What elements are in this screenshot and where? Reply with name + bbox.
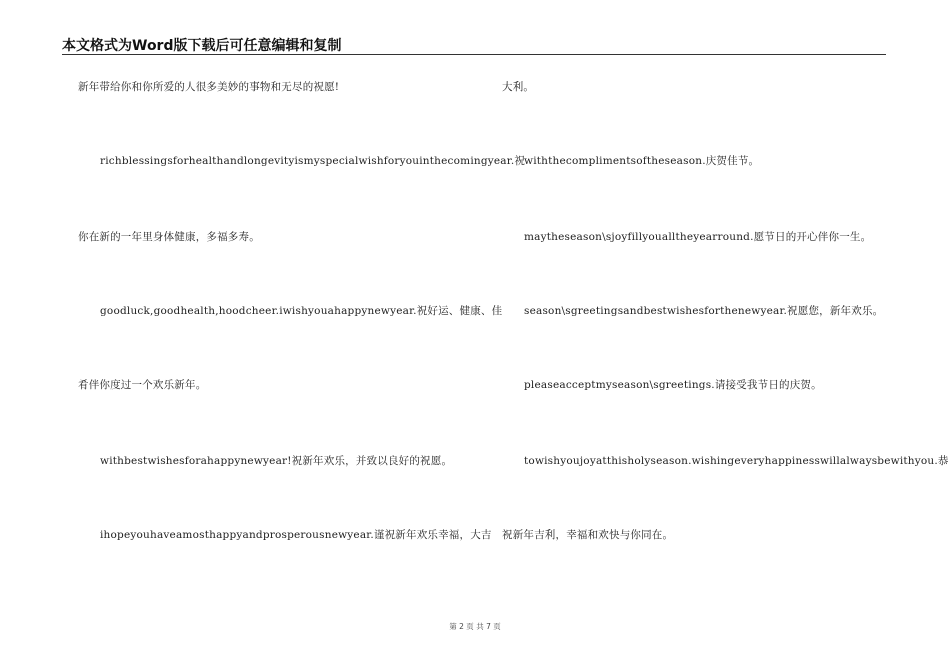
text-line: ihopeyouhaveamosthappyandprosperousnewyear.谨祝新年欢乐幸福，大吉 (100, 529, 492, 541)
text-line: maytheseason\sjoyfillyoualltheyearround.愿节日的开心伴你一生。 (524, 231, 872, 243)
text-line: 祝新年吉利，幸福和欢快与你同在。 (502, 529, 674, 541)
right-column (480, 0, 950, 672)
text-line: 大利。 (502, 81, 535, 93)
text-line: withthecomplimentsoftheseason.庆贺佳节。 (524, 155, 760, 167)
text-line: 你在新的一年里身体健康，多福多寿。 (78, 231, 260, 243)
text-line: pleaseacceptmyseason\sgreetings.请接受我节日的庆贺。 (524, 379, 822, 391)
text-line: richblessingsforhealthandlongevityismyspecialwishforyouinthecomingyear.祝 (100, 155, 526, 167)
page-number: 第 2 页 共 7 页 (449, 622, 501, 631)
text-line: goodluck,goodhealth,hoodcheer.iwishyouahappynewyear.祝好运、健康、佳 (100, 305, 503, 317)
text-line: 新年带给你和你所爱的人很多美妙的事物和无尽的祝愿! (78, 81, 340, 93)
header-title: 本文格式为Word版下载后可任意编辑和复制 (62, 38, 342, 54)
text-line: 肴伴你度过一个欢乐新年。 (78, 379, 207, 391)
text-line: withbestwishesforahappynewyear!祝新年欢乐，并致以良好的祝愿。 (100, 455, 453, 467)
text-line: towishyoujoyatthisholyseason.wishingeveryhappinesswillalwaysbewithyou.恭 (524, 455, 949, 467)
text-line: season\sgreetingsandbestwishesforthenewyear.祝愿您，新年欢乐。 (524, 305, 884, 317)
